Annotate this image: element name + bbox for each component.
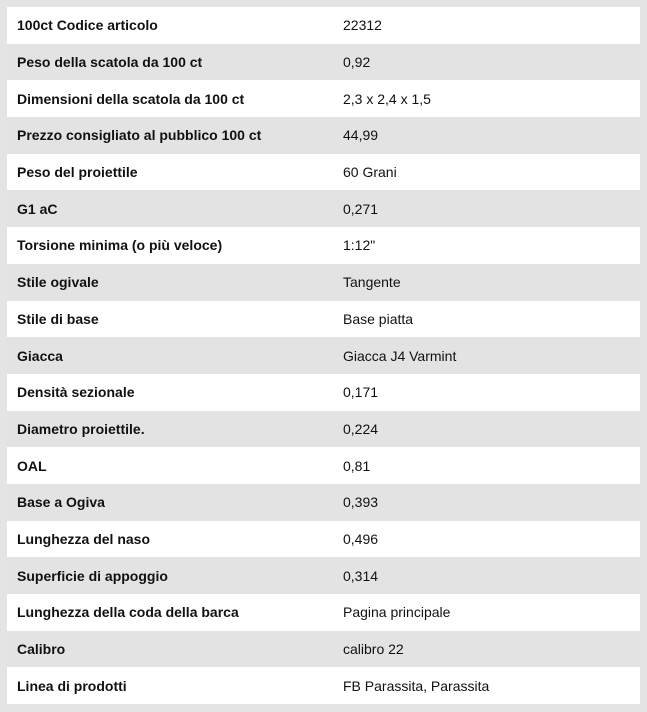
spec-label: Lunghezza della coda della barca [7, 594, 333, 631]
spec-row [7, 80, 640, 117]
spec-label: Peso del proiettile [7, 154, 333, 191]
spec-row [7, 44, 640, 81]
spec-value: Giacca J4 Varmint [333, 337, 640, 374]
spec-label: Superficie di appoggio [7, 557, 333, 594]
spec-label: Stile di base [7, 301, 333, 338]
spec-label: OAL [7, 447, 333, 484]
spec-row [7, 594, 640, 631]
spec-value: Base piatta [333, 301, 640, 338]
spec-value: calibro 22 [333, 631, 640, 668]
spec-value: 0,496 [333, 521, 640, 558]
spec-value: 0,224 [333, 411, 640, 448]
spec-value: 1:12" [333, 227, 640, 264]
spec-value: 0,92 [333, 44, 640, 81]
spec-row [7, 631, 640, 668]
spec-row [7, 521, 640, 558]
spec-row [7, 484, 640, 521]
spec-label: 100ct Codice articolo [7, 7, 333, 44]
specifications-table [7, 7, 640, 704]
spec-label: Prezzo consigliato al pubblico 100 ct [7, 117, 333, 154]
spec-value: Tangente [333, 264, 640, 301]
spec-row [7, 667, 640, 704]
spec-label: Peso della scatola da 100 ct [7, 44, 333, 81]
spec-row [7, 7, 640, 44]
spec-value: 2,3 x 2,4 x 1,5 [333, 80, 640, 117]
spec-value: 60 Grani [333, 154, 640, 191]
spec-label: Linea di prodotti [7, 667, 333, 704]
spec-value: 44,99 [333, 117, 640, 154]
spec-value: 0,314 [333, 557, 640, 594]
spec-value: 22312 [333, 7, 640, 44]
spec-row [7, 374, 640, 411]
spec-value: FB Parassita, Parassita [333, 667, 640, 704]
spec-value: 0,171 [333, 374, 640, 411]
spec-label: Base a Ogiva [7, 484, 333, 521]
spec-row [7, 117, 640, 154]
spec-value: 0,271 [333, 190, 640, 227]
spec-row [7, 190, 640, 227]
spec-label: Diametro proiettile. [7, 411, 333, 448]
spec-row [7, 337, 640, 374]
spec-row [7, 411, 640, 448]
spec-value: 0,81 [333, 447, 640, 484]
spec-row [7, 557, 640, 594]
spec-label: Stile ogivale [7, 264, 333, 301]
spec-row [7, 154, 640, 191]
spec-label: Lunghezza del naso [7, 521, 333, 558]
spec-row [7, 301, 640, 338]
spec-value: 0,393 [333, 484, 640, 521]
specifications-table-body [7, 7, 640, 704]
spec-label: Giacca [7, 337, 333, 374]
spec-row [7, 227, 640, 264]
spec-label: Torsione minima (o più veloce) [7, 227, 333, 264]
spec-label: G1 aC [7, 190, 333, 227]
spec-label: Dimensioni della scatola da 100 ct [7, 80, 333, 117]
spec-row [7, 447, 640, 484]
spec-label: Calibro [7, 631, 333, 668]
spec-label: Densità sezionale [7, 374, 333, 411]
spec-row [7, 264, 640, 301]
spec-value: Pagina principale [333, 594, 640, 631]
